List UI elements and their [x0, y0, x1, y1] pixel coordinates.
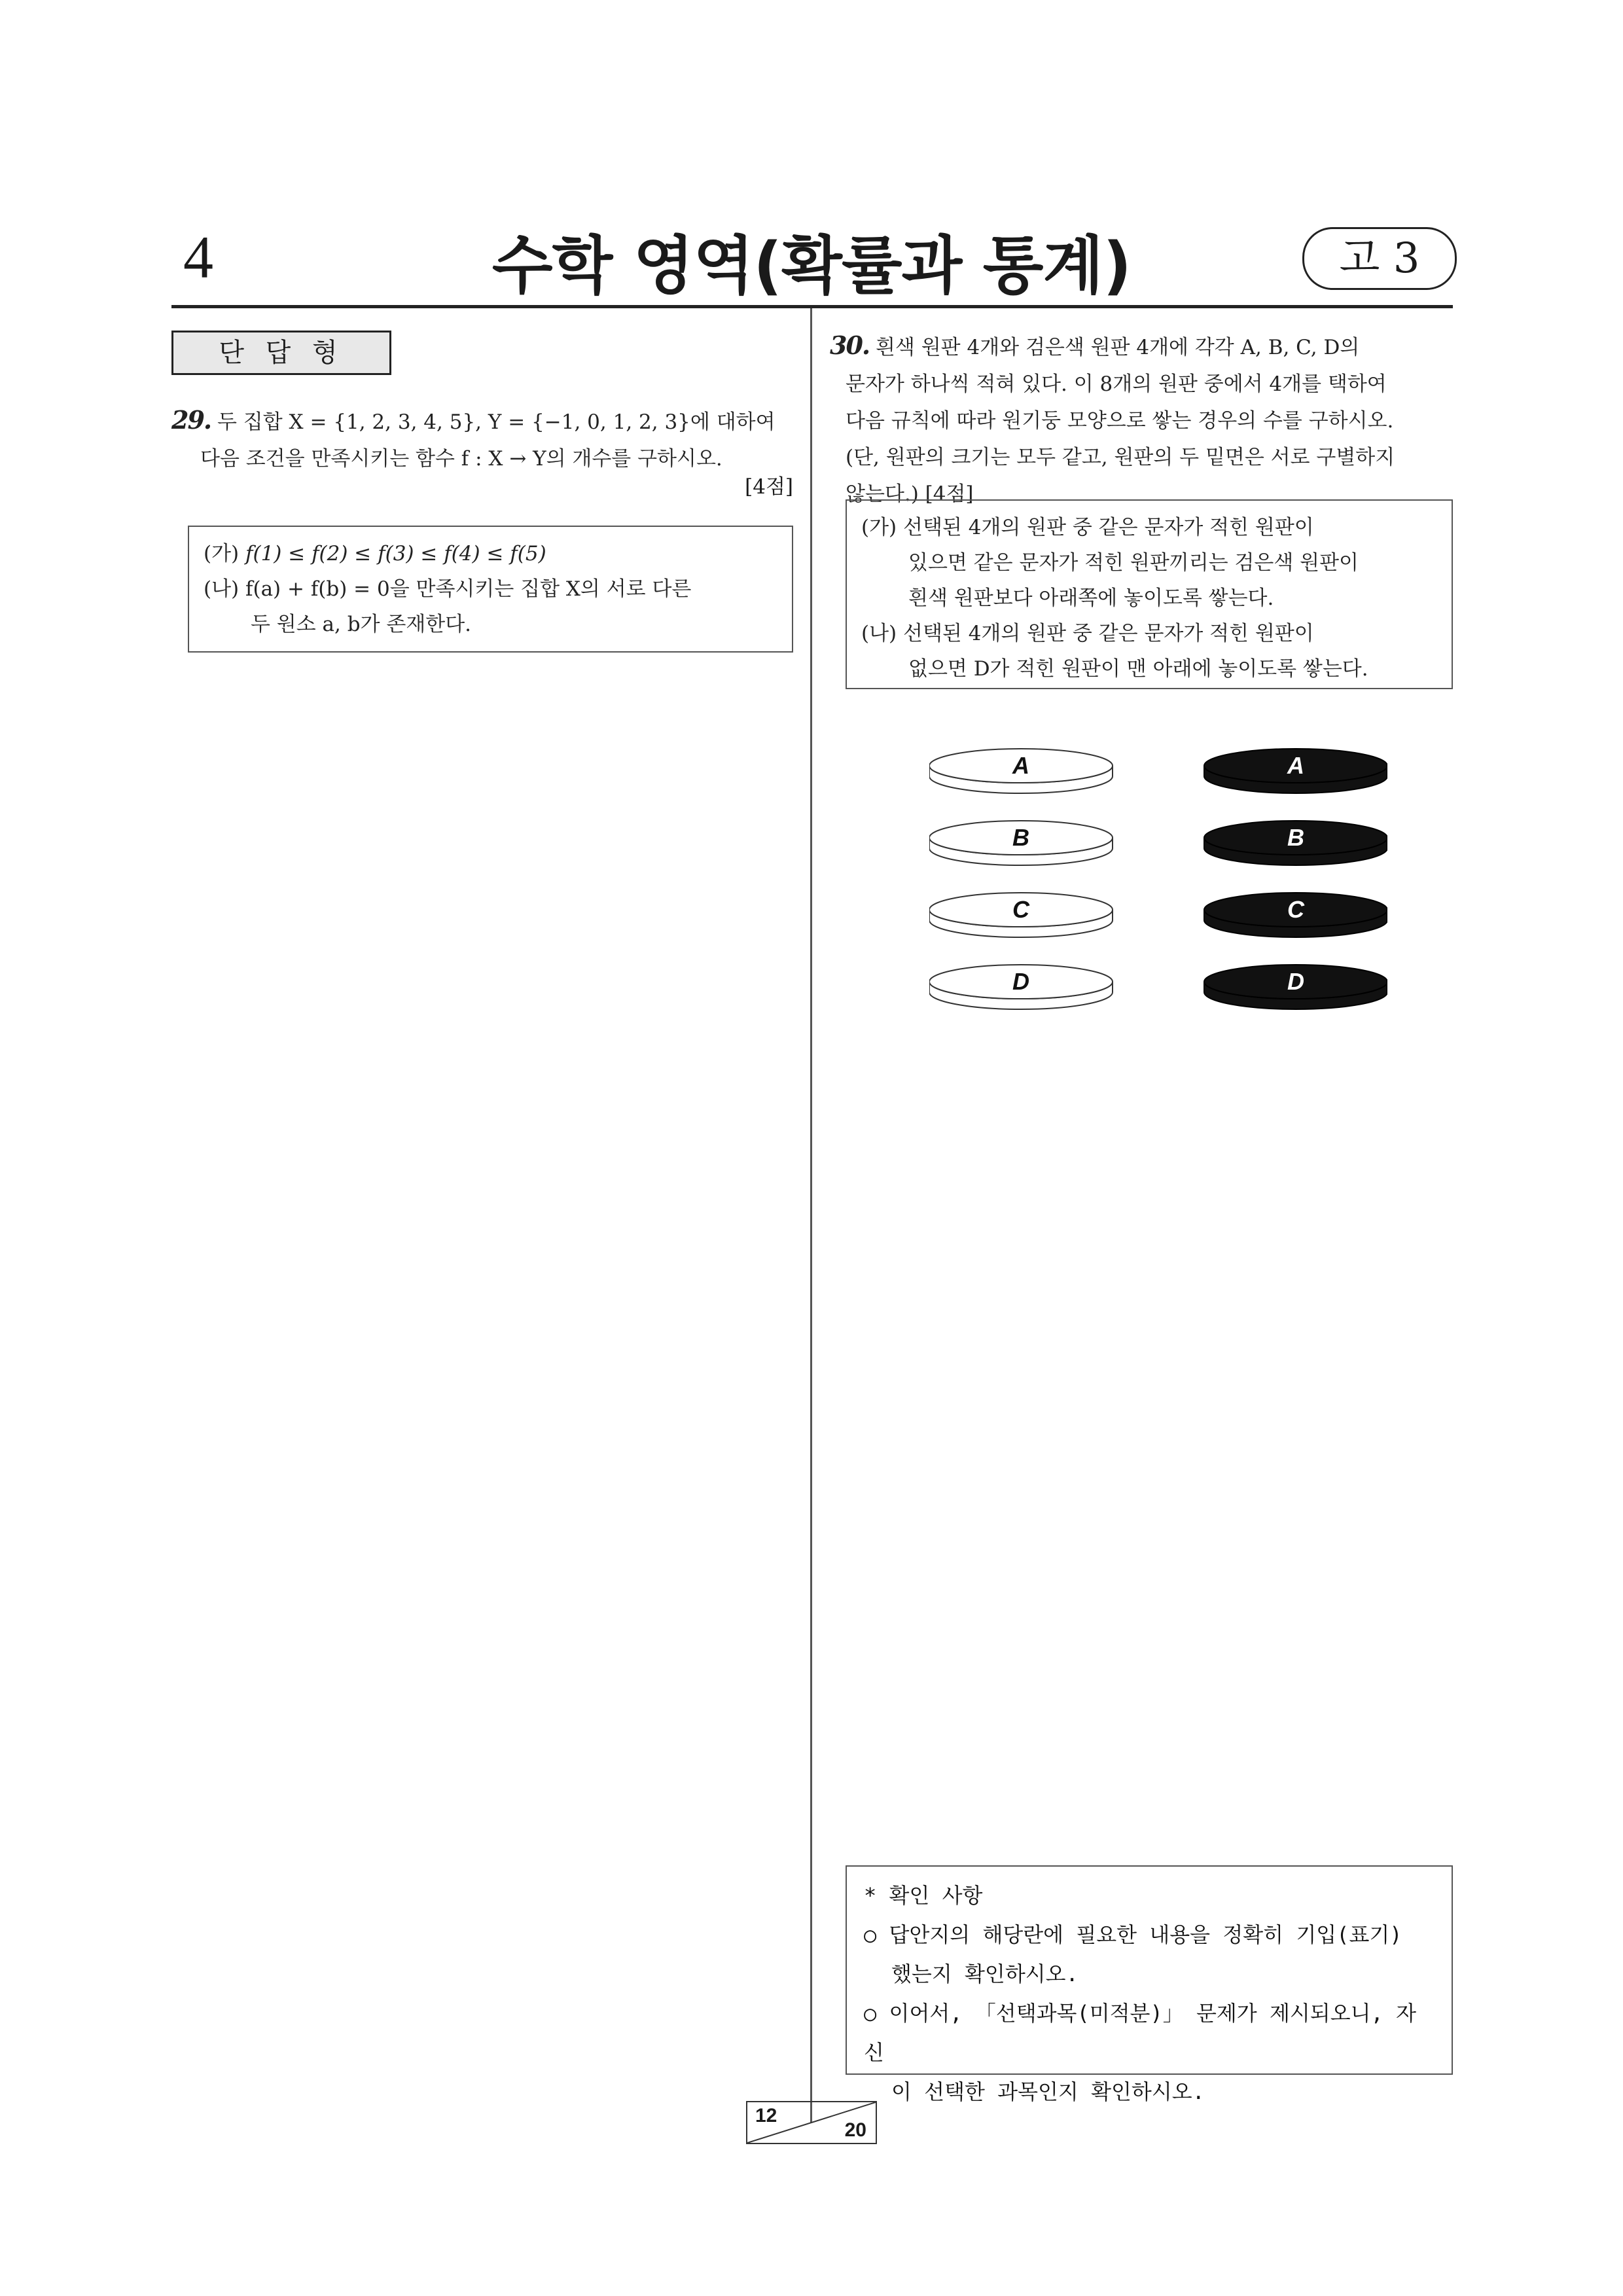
disc-black-b [1204, 821, 1387, 865]
disc-white-d [929, 965, 1113, 1009]
q30-line5: 않는다.) [4점] [846, 482, 974, 506]
disc-letter: B [1012, 824, 1029, 851]
q30-na-label: (나) [861, 622, 897, 645]
q30-condition-ga-cont2: 흰색 원판보다 아래쪽에 놓이도록 쌓는다. [908, 586, 1274, 610]
q29-ga-text: f(1) ≤ f(2) ≤ f(3) ≤ f(4) ≤ f(5) [245, 542, 546, 565]
q30-line4: (단, 원판의 크기는 모두 같고, 원판의 두 밑면은 서로 구별하지 [846, 446, 1395, 469]
q29-ga-label: (가) [204, 542, 240, 565]
question-30 [830, 327, 1453, 512]
notice-box [846, 1865, 1453, 2104]
q30-line3: 다음 규칙에 따라 원기둥 모양으로 쌓는 경우의 수를 구하시오. [846, 409, 1394, 433]
q30-text1: 흰색 원판 4개와 검은색 원판 4개에 각각 A, B, C, D의 [875, 336, 1360, 359]
disc-letter: C [1287, 896, 1304, 923]
q29-condition-ga [204, 536, 777, 571]
disc-black-c [1204, 893, 1387, 937]
disc-black-d [1204, 965, 1387, 1009]
q29-conditions-box [188, 526, 793, 653]
q29-text1: 두 집합 X = {1, 2, 3, 4, 5}, Y = {−1, 0, 1, 2, 3}에 대하여 [217, 410, 776, 434]
disc-letter: A [1287, 752, 1304, 779]
notice-item2-cont: 이 선택한 과목인지 확인하시오. [891, 2079, 1205, 2104]
grade-badge: 고 3 [1302, 227, 1457, 290]
q30-condition-na-cont: 없으면 D가 적힌 원판이 맨 아래에 놓이도록 쌓는다. [908, 657, 1368, 681]
q29-condition-na [204, 571, 777, 607]
notice-item2: ○ 이어서, 「선택과목(미적분)」 문제가 제시되오니, 자신 [864, 2001, 1416, 2065]
q29-condition-na-cont: 두 원소 a, b가 존재한다. [251, 613, 472, 636]
section-label: 단 답 형 [171, 331, 391, 375]
question-29 [171, 402, 793, 477]
q30-ga-label: (가) [861, 516, 897, 539]
q29-line1 [171, 402, 793, 440]
disc-figure [929, 726, 1387, 1028]
disc-letter: B [1287, 824, 1304, 851]
notice-item1-cont: 했는지 확인하시오. [891, 1962, 1079, 1986]
page-number: 4 [183, 224, 213, 291]
q29-number: 29. [171, 405, 211, 435]
page-title: 수학 영역(확률과 통계) [491, 229, 1132, 302]
q30-condition-na [861, 616, 1437, 651]
q30-conditions-box [846, 499, 1453, 689]
total-pages: 20 [844, 2119, 866, 2141]
column-divider [810, 308, 812, 2123]
header-rule [171, 305, 1453, 308]
disc-letter: A [1012, 752, 1029, 779]
q29-na-text1: f(a) + f(b) = 0을 만족시키는 집합 X의 서로 다른 [245, 577, 692, 601]
notice-title: * 확인 사항 [864, 1883, 983, 1908]
q29-na-label: (나) [204, 577, 240, 601]
disc-letter: D [1012, 968, 1029, 995]
disc-white-a [929, 749, 1113, 793]
q29-line2: 다음 조건을 만족시키는 함수 f : X → Y의 개수를 구하시오. [200, 447, 722, 471]
q30-line2: 문자가 하나씩 적혀 있다. 이 8개의 원판 중에서 4개를 택하여 [846, 372, 1387, 396]
q30-na-text1: 선택된 4개의 원판 중 같은 문자가 적힌 원판이 [903, 622, 1314, 645]
disc-white-b [929, 821, 1113, 865]
q30-line1 [830, 327, 1453, 366]
disc-black-a [1204, 749, 1387, 793]
q30-condition-ga [861, 510, 1437, 545]
disc-letter: D [1287, 968, 1304, 995]
disc-white-c [929, 893, 1113, 937]
q30-ga-text1: 선택된 4개의 원판 중 같은 문자가 적힌 원판이 [903, 516, 1314, 539]
q29-points: [4점] [745, 475, 793, 499]
notice-item1: ○ 답안지의 해당란에 필요한 내용을 정확히 기입(표기) [864, 1922, 1402, 1947]
current-page: 12 [755, 2105, 777, 2126]
q30-condition-ga-cont1: 있으면 같은 문자가 적힌 원판끼리는 검은색 원판이 [908, 551, 1359, 575]
page-counter [746, 2101, 877, 2144]
disc-letter: C [1012, 896, 1029, 923]
q30-number: 30. [830, 331, 870, 360]
